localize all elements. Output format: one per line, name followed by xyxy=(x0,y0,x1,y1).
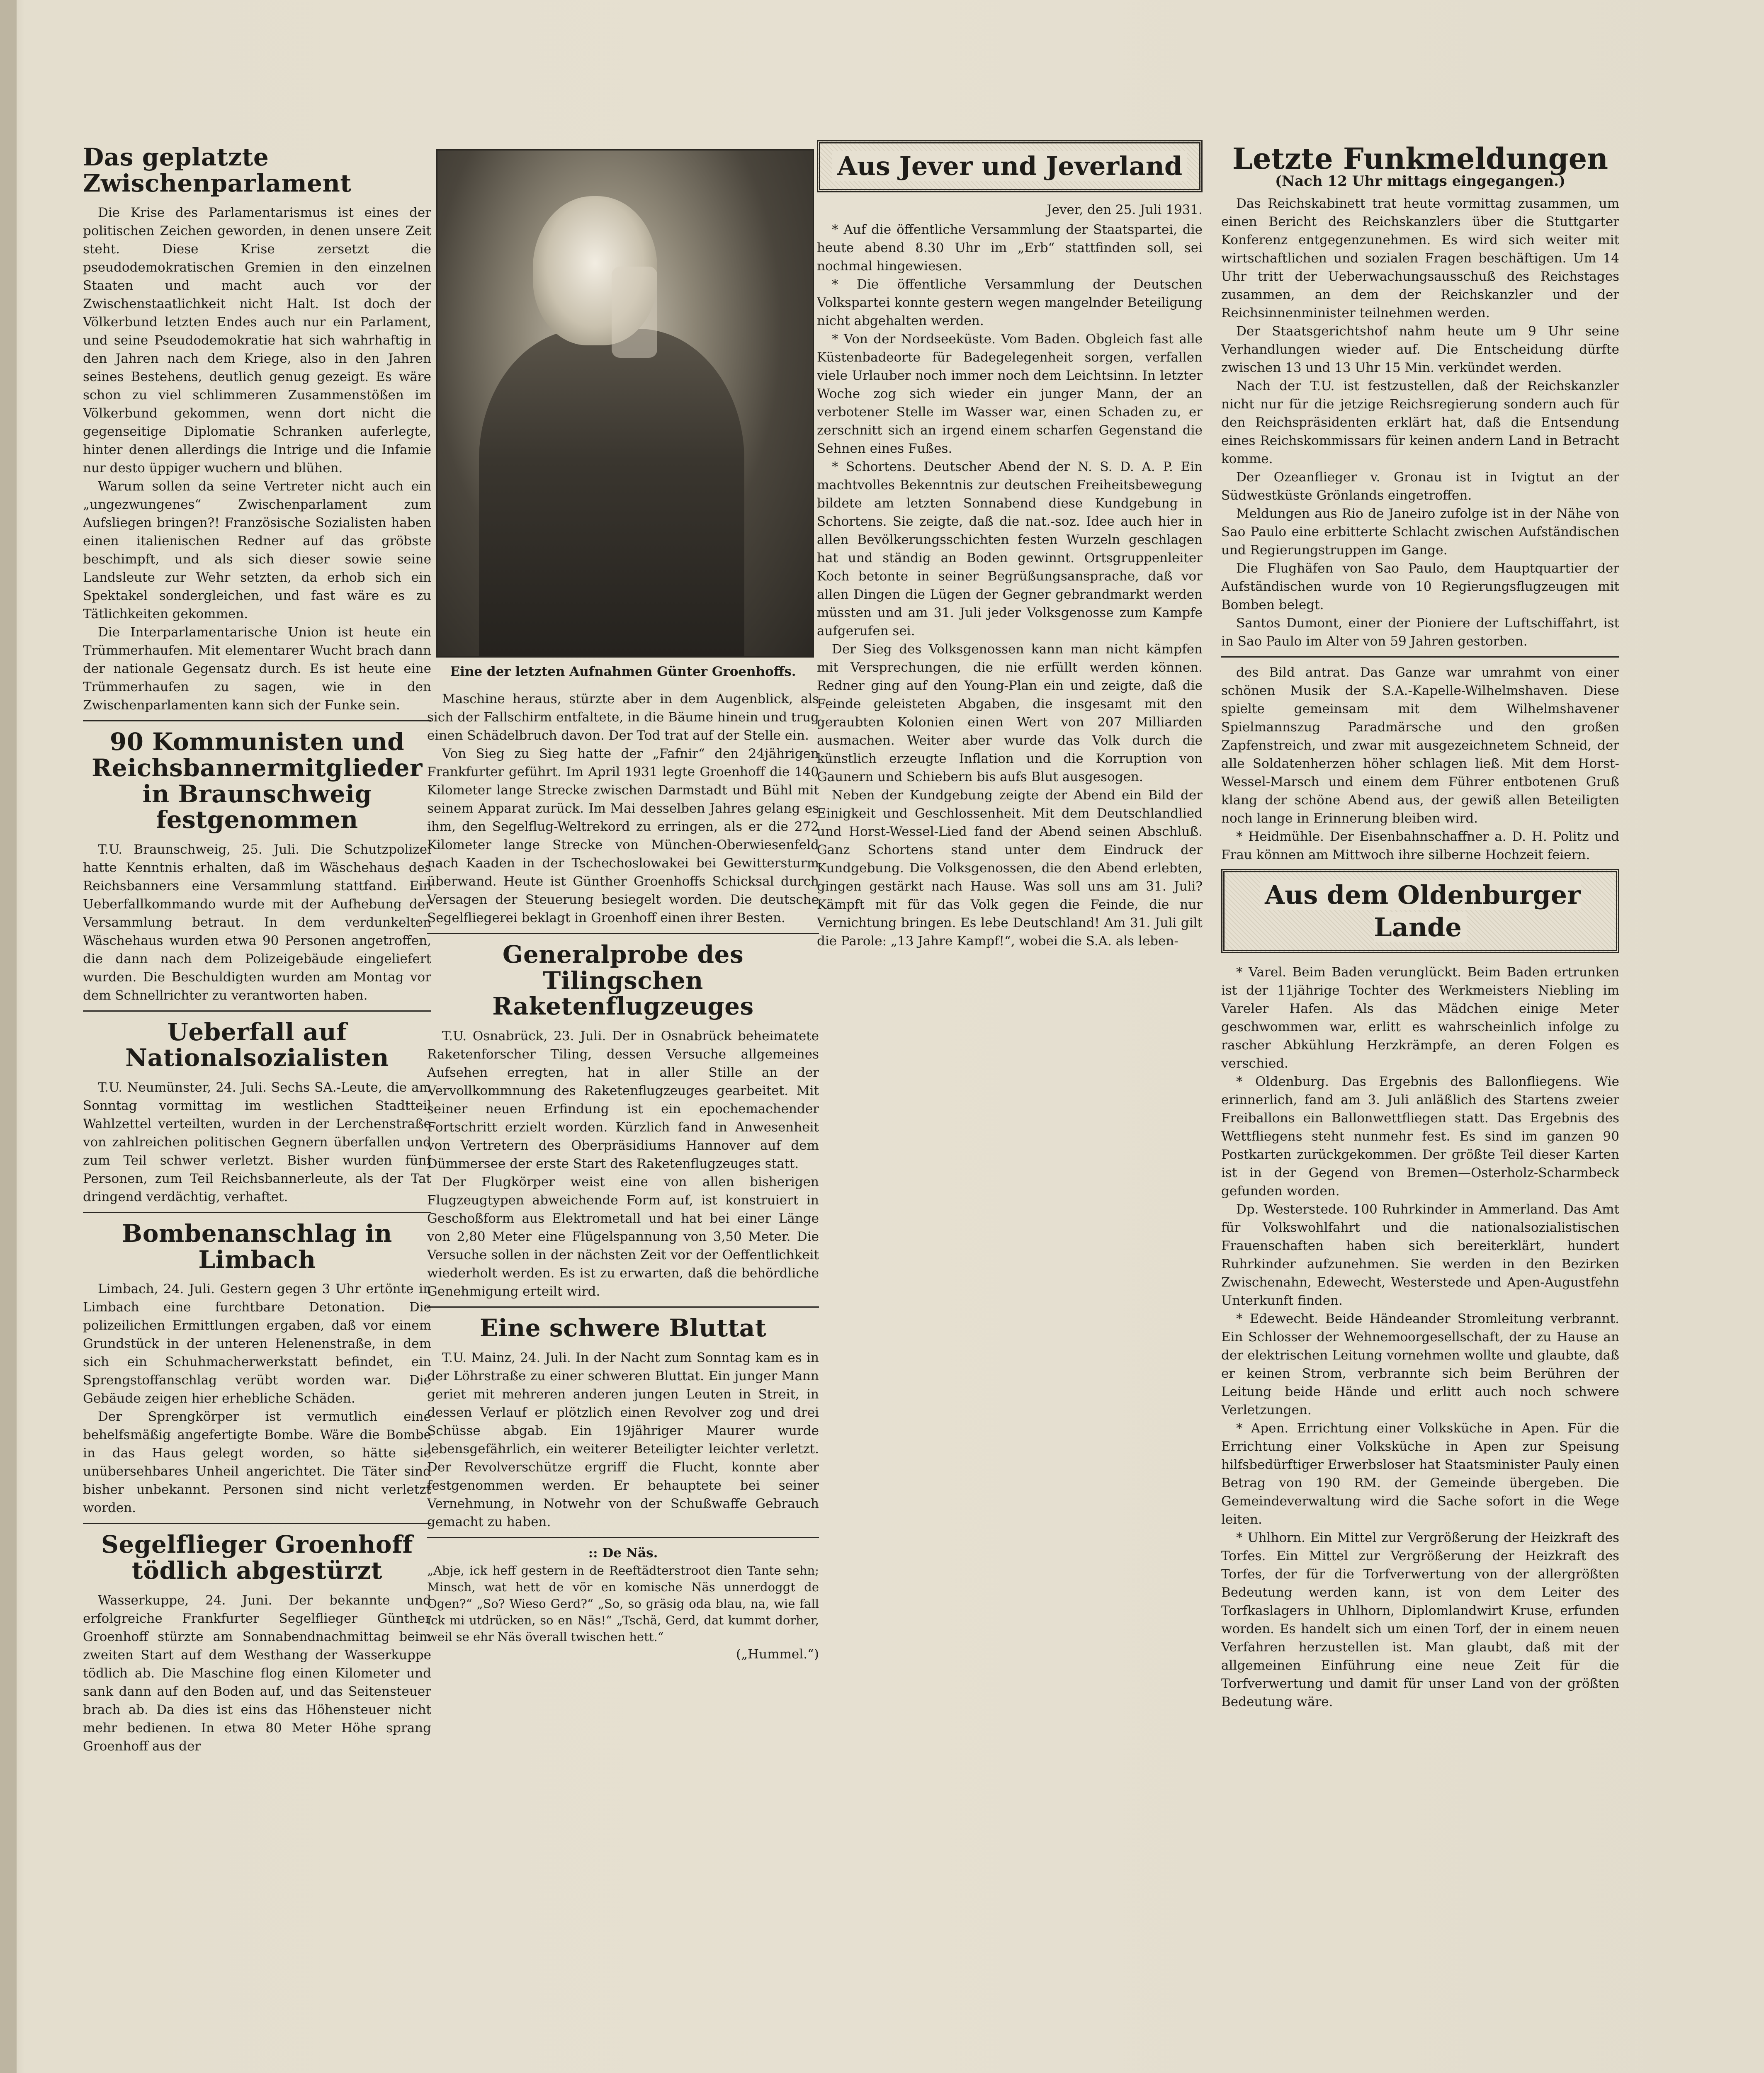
anecdote-text: „Abje, ick heff gestern in de Reeftädterstroot dien Tante sehn; Minsch, wat hett de vör en komische Näs unnerdoggt de Ogen?“ „So? Wieso Gerd?“ „So, so gräsig oda blau, na, wie fall ick mi utdrücken, so en Näs!“ „Tschä, Gerd, dat kummt dorher, weil se ehr Näs överall twischen hett.“ xyxy=(427,1563,819,1644)
article-body xyxy=(83,840,431,1005)
paragraph: * Von der Nordseeküste. Vom Baden. Obgleich fast alle Küstenbadeorte für Badegelegenheit sorgen, verfallen viele Urlauber noch immer noch dem Leichtsinn. In letzter Woche zog sich wieder ein junger Mann, der an verbotener Stelle im Wasser war, einen Schaden zu, er zerschnitt sich an irgend einem scharfen Gegenstand die Sehnen eines Fußes. xyxy=(817,331,1203,456)
paragraph: Die Interparlamentarische Union ist heute ein Trümmerhaufen. Mit elementarer Wucht brach dann der nationale Gegensatz durch. Es ist heute eine Trümmerhaufen zu sagen, wie in den Zwischenparlamenten kann sich der Funke sein. xyxy=(83,625,431,713)
anecdote-title: :: De Näs. xyxy=(588,1545,658,1561)
paragraph: Die Flughäfen von Sao Paulo, dem Hauptquartier der Aufständischen wurde von 10 Regierungsflugzeugen mit Bomben belegt. xyxy=(1221,561,1619,612)
column-3 xyxy=(817,137,1203,955)
article-title: 90 Kommunisten und Reichsbannermitglieder in Braunschweig festgenommen xyxy=(92,728,423,834)
page-spine xyxy=(0,0,17,2073)
article-body xyxy=(1221,194,1619,651)
paragraph: Von Sieg zu Sieg hatte der „Fafnir“ den 24jährigen Frankfurter geführt. Im April 1931 legte Groenhoff die 140 Kilometer lange Strecke zwischen Darmstadt und Bühl mit seinem Apparat zurück. Im Mai desselben Jahres gelang es ihm, den Segelflug-Weltrekord zu erringen, als er die 272 Kilometer lange Strecke von München-Oberwiesenfeld nach Kaaden in der Tschechoslowakei bei Gewittersturm überwand. Heute ist Günther Groenhoffs Schicksal durch Versagen der Steuerung besiegelt worden. Die deutsche Segelfliegerei beklagt in Groenhoff einen ihrer Besten. xyxy=(427,746,819,925)
dateline: Jever, den 25. Juli 1931. xyxy=(1047,202,1203,217)
paragraph: Der Flugkörper weist eine von allen bisherigen Flugzeugtypen abweichende Form auf, ist konstruiert in Geschoßform aus Elektrometall und hat bei einer Länge von 2,80 Meter eine Flügelspannung von 3,50 Meter. Die Versuche sollen in der nächsten Zeit vor der Oeffentlichkeit wiederholt werden. Es ist zu erwarten, daß die behördliche Genehmigung erteilt wird. xyxy=(427,1174,819,1299)
paragraph: T.U. Osnabrück, 23. Juli. Der in Osnabrück beheimatete Raketenforscher Tiling, dessen Versuche allgemeines Aufsehen erregten, hat in aller Stille an der Vervollkommnung des Raketenflugzeuges gearbeitet. Mit seiner neuen Erfindung ist ein epochemachender Fortschritt erzielt worden. Kürzlich fand in Anwesenheit von Vertretern des Oberpräsidiums Hannover auf dem Dümmersee der erste Start des Raketenflugzeuges statt. xyxy=(427,1028,819,1171)
article-body xyxy=(83,1591,431,1755)
divider xyxy=(83,1212,431,1213)
paragraph: T.U. Mainz, 24. Juli. In der Nacht zum Sonntag kam es in der Löhrstraße zu einer schweren Bluttat. Ein junger Mann geriet mit mehreren anderen jungen Leuten in Streit, in dessen Verlauf er plötzlich einen Revolver zog und drei Schüsse abgab. Ein 19jähriger Maurer wurde lebensgefährlich, ein weiterer Beteiligter leichter verletzt. Der Revolverschütze ergriff die Flucht, konnte aber festgenommen werden. Er behauptete bei seiner Vernehmung, in Notwehr von der Schußwaffe Gebrauch gemacht zu haben. xyxy=(427,1350,819,1529)
section-header-box xyxy=(1221,869,1619,953)
paragraph: * Schortens. Deutscher Abend der N. S. D. A. P. Ein machtvolles Bekenntnis zur deutschen Freiheitsbewegung bildete am letzten Sonnabend diese Kundgebung in Schortens. Sie zeigte, daß die nat.-soz. Idee auch hier in allen Bevölkerungsschichten festen Wurzeln geschlagen hat und ständig an Boden gewinnt. Ortsgruppenleiter Koch betonte in seiner Begrüßungsansprache, daß vor allen Dingen die Lügen der Gegner gebrandmarkt werden müssten und am 31. Juli jeder Volksgenosse zum Kampfe aufgerufen sei. xyxy=(817,459,1203,638)
paragraph: * Heidmühle. Der Eisenbahnschaffner a. D. H. Politz und Frau können am Mittwoch ihre silberne Hochzeit feiern. xyxy=(1221,829,1619,862)
paragraph: Maschine heraus, stürzte aber in dem Augenblick, als sich der Fallschirm entfaltete, in die Bäume hinein und trug einen Schädelbruch davon. Der Tod trat auf der Stelle ein. xyxy=(427,692,819,743)
column-1 xyxy=(83,137,431,1760)
article-body xyxy=(817,221,1203,950)
paragraph: Neben der Kundgebung zeigte der Abend ein Bild der Einigkeit und Geschlossenheit. Mit dem Deutschlandlied und Horst-Wessel-Lied fand der Abend seinen Abschluß. Ganz Schortens stand unter dem Eindruck der Kundgebung. Die Volksgenossen, die den Abend erlebten, gingen gestärkt nach Hause. Was soll uns am 31. Juli? Kämpft mit für das Volk gegen die Feinde, die nur Vernichtung bringen. Es lebe Deutschland! Am 31. Juli gilt die Parole: „13 Jahre Kampf!“, wobei die S.A. als leben- xyxy=(817,787,1203,949)
article-title: Bombenanschlag in Limbach xyxy=(122,1219,392,1274)
paragraph: Wasserkuppe, 24. Juni. Der bekannte und erfolgreiche Frankfurter Segelflieger Günther Groenhoff stürzte am Sonnabendnachmittag beim zweiten Start auf dem Westhang der Wasserkuppe tödlich ab. Die Maschine flog einen Kilometer und sank dann auf den Boden auf, und das Seitensteuer brach ab. Da dies ist eins das Höhensteuer nicht mehr bedienen. In etwa 80 Meter Höhe sprang Groenhoff aus der xyxy=(83,1592,431,1754)
article-body xyxy=(83,1280,431,1517)
article-body xyxy=(1221,663,1619,864)
column-2 xyxy=(427,137,819,1665)
article-body xyxy=(83,1078,431,1206)
paragraph: * Apen. Errichtung einer Volksküche in Apen. Für die Errichtung einer Volksküche in Apen zur Speisung hilfsbedürftiger Erwerbsloser hat Staatsminister Pauly einen Betrag von 190 RM. der Gemeinde übergeben. Die Gemeindeverwaltung wird die Sache sofort in die Wege leiten. xyxy=(1221,1421,1619,1527)
paragraph: * Uhlhorn. Ein Mittel zur Vergrößerung der Heizkraft des Torfes. Ein Mittel zur Vergrößerung der Heizkraft des Torfes, der für die Torfverwertung von der allergrößten Bedeutung werden kann, ist von dem Leiter des Torfkaslagers in Uhlhorn, Diplomlandwirt Kruse, erfunden worden. Es handelt sich um einen Torf, der in einem neuen Verfahren herzustellen ist. Man glaubt, daß mit der allgemeinen Einführung eine neue Zeit für die Torfverwertung und damit für unser Land von der größten Bedeutung wäre. xyxy=(1221,1530,1619,1709)
photo-figure-body xyxy=(479,329,744,656)
anecdote-source: („Hummel.“) xyxy=(736,1646,819,1662)
divider xyxy=(1221,656,1619,658)
paragraph: Der Sieg des Volksgenossen kann man nicht kämpfen mit Versprechungen, die nie erfüllt werden können. Redner ging auf den Young-Plan ein und zeigte, daß die Feinde geleisteten Abgaben, die insgesamt mit den geraubten Kolonien einen Wert von 207 Milliarden ausmachen. Weiter aber wurde das Volk durch die künstlich erzeugte Inflation und die Korruption von Gaunern und Schiebern bis aufs Blut ausgesogen. xyxy=(817,641,1203,784)
section-header-box xyxy=(817,140,1203,192)
divider xyxy=(83,1010,431,1012)
paragraph: Der Ozeanflieger v. Gronau ist in Ivigtut an der Südwestküste Grönlands eingetroffen. xyxy=(1221,470,1619,503)
section-header-title: Aus Jever und Jeverland xyxy=(832,151,1187,181)
photo-highlight xyxy=(612,267,657,358)
article-title: Eine schwere Bluttat xyxy=(479,1313,767,1342)
paragraph: Limbach, 24. Juli. Gestern gegen 3 Uhr ertönte in Limbach eine furchtbare Detonation. Die polizeilichen Ermittlungen ergaben, daß vor einem Grundstück in der unteren Helenenstraße, in dem sich ein Schuhmacherwerkstatt befindet, ein Sprengstoffanschlag verübt worden war. Die Gebäude zeigen hier erhebliche Schäden. xyxy=(83,1282,431,1406)
paragraph: Warum sollen da seine Vertreter nicht auch ein „ungezwungenes“ Zwischenparlament zum Aufsliegen bringen?! Französische Sozialisten haben einen italienischen Redner auf das gröbste beschimpft, und als sich dieser sowie seine Landsleute zur Wehr setzten, da erhob sich ein Spektakel sondergleichen, und fast wäre es zu Tätlichkeiten gekommen. xyxy=(83,479,431,622)
divider xyxy=(83,1523,431,1524)
article-body xyxy=(427,1349,819,1531)
paragraph: Der Sprengkörper ist vermutlich eine behelfsmäßig angefertigte Bombe. Wäre die Bombe in das Haus gelegt worden, so hätte sie unübersehbares Unheil angerichtet. Die Täter sind bisher unbekannt. Personen sind nicht verletzt worden. xyxy=(83,1409,431,1516)
paragraph: Dp. Westerstede. 100 Ruhrkinder in Ammerland. Das Amt für Volkswohlfahrt und die nationalsozialistischen Frauenschaften haben sich bereiterklärt, hundert Ruhrkinder aufzunehmen. Sie werden in den Bezirken Zwischenahn, Edewecht, Westerstede und Apen-Augustfehn Unterkunft finden. xyxy=(1221,1202,1619,1308)
paragraph: des Bild antrat. Das Ganze war umrahmt von einer schönen Musik der S.A.-Kapelle-Wilhelmshaven. Diese spielte gemeinsam mit dem Wilhelmshavener Spielmannszug Paradmärsche und den großen Zapfenstreich, und zwar mit ausgezeichnetem Schneid, der alle Soldatenherzen höher schlagen ließ. Mit dem Horst-Wessel-Marsch und einem dem Führer entbotenen Gruß klang der schöne Abend aus, der gewiß allen Beteiligten noch lange in Erinnerung bleiben wird. xyxy=(1221,665,1619,826)
article-body xyxy=(1221,963,1619,1711)
section-header-title: Aus dem Oldenburger Lande xyxy=(1260,880,1581,942)
paragraph: Meldungen aus Rio de Janeiro zufolge ist in der Nähe von Sao Paulo eine erbitterte Schlacht zwischen Aufständischen und Regierungstruppen im Gange. xyxy=(1221,506,1619,558)
article-body xyxy=(83,204,431,714)
paragraph: Das Reichskabinett trat heute vormittag zusammen, um einen Bericht des Reichskanzlers über die Stuttgarter Konferenz entgegenzunehmen. Es wird sich weiter mit wirtschaftlichen und sozialen Fragen beschäftigen. Um 14 Uhr tritt der Ueberwachungsausschuß des Reichstages zusammen, an dem der Reichskanzler und der Reichsinnenminister teilnehmen werden. xyxy=(1221,196,1619,320)
paragraph: T.U. Neumünster, 24. Juli. Sechs SA.-Leute, die am Sonntag vormittag im westlichen Stadtteil Wahlzettel verteilten, wurden in der Lerchenstraße von zahlreichen politischen Gegnern überfallen und zum Teil schwer verletzt. Bisher wurden fünf Personen, zum Teil Reichsbannerleute, als der Tat dringend verdächtig, verhaftet. xyxy=(83,1080,431,1204)
paragraph: * Die öffentliche Versammlung der Deutschen Volkspartei konnte gestern wegen mangelnder Beteiligung nicht abgehalten werden. xyxy=(817,277,1203,328)
divider xyxy=(427,933,819,934)
divider xyxy=(427,1306,819,1308)
divider xyxy=(83,720,431,721)
paragraph: * Auf die öffentliche Versammlung der Staatspartei, die heute abend 8.30 Uhr im „Erb“ stattfinden soll, sei nochmal hingewiesen. xyxy=(817,222,1203,274)
article-title: Segelflieger Groenhoff tödlich abgestürzt xyxy=(101,1530,413,1585)
divider xyxy=(427,1537,819,1538)
column-4 xyxy=(1221,137,1619,1716)
article-title: Ueberfall auf Nationalsozialisten xyxy=(125,1017,389,1072)
paragraph: Nach der T.U. ist festzustellen, daß der Reichskanzler nicht nur für die jetzige Reichsregierung sondern auch für den Reichspräsidenten erklärt hat, daß die Entsendung eines Reichskommissars für keinen andern Land in Betracht komme. xyxy=(1221,379,1619,466)
paragraph: * Varel. Beim Baden verunglückt. Beim Baden ertrunken ist der 11jährige Tochter des Werkmeisters Niebling im Vareler Hafen. Als das Mädchen einige Meter geschwommen war, erlitt es wahrscheinlich infolge zu rascher Abkühlung Herzkrämpfe, an deren Folgen es verschied. xyxy=(1221,965,1619,1071)
paragraph: * Edewecht. Beide Händeander Stromleitung verbrannt. Ein Schlosser der Wehnemoorgesellschaft, der zu Hause an der elektrischen Leitung vornehmen wollte und glaubte, daß er keinen Strom, verbrannte sich beim Berühren der Leitung beide Hände und erlitt auch noch schwere Verletzungen. xyxy=(1221,1311,1619,1418)
paragraph: T.U. Braunschweig, 25. Juli. Die Schutzpolizei hatte Kenntnis erhalten, daß im Wäschehaus des Reichsbanners eine Versammlung stattfand. Ein Ueberfallkommando wurde mit der Aufhebung der Versammlung betraut. In dem verdunkelten Wäschehaus wurden etwa 90 Personen angetroffen, die dann nach dem Polizeigebäude eingeliefert wurden. Die Beschuldigten wurden am Montag vor dem Schnellrichter zu verantworten haben. xyxy=(83,842,431,1003)
paragraph: Santos Dumont, einer der Pioniere der Luftschiffahrt, ist in Sao Paulo im Alter von 59 Jahren gestorben. xyxy=(1221,616,1619,649)
article-subtitle: (Nach 12 Uhr mittags eingegangen.) xyxy=(1275,173,1566,189)
paragraph: * Oldenburg. Das Ergebnis des Ballonfliegens. Wie erinnerlich, fand am 3. Juli anläßlich des Startens zweier Freiballons ein Ballonwettfliegen statt. Das Ergebnis des Wettfliegens steht nunmehr fest. Es sind im ganzen 90 Postkarten zurückgekommen. Der größte Teil dieser Karten ist in der Gegend von Bremen—Osterholz-Scharmbeck gefunden worden. xyxy=(1221,1074,1619,1199)
paragraph: Der Staatsgerichtshof nahm heute um 9 Uhr seine Verhandlungen wieder auf. Die Entscheidung dürfte zwischen 13 und 13 Uhr 15 Min. verkündet werden. xyxy=(1221,324,1619,375)
photo-caption: Eine der letzten Aufnahmen Günter Groenhoffs. xyxy=(450,664,796,679)
article-title: Das geplatzte Zwischenparlament xyxy=(83,143,352,197)
article-body xyxy=(427,1027,819,1301)
article-title: Generalprobe des Tilingschen Raketenflugzeuges xyxy=(492,940,754,1021)
paragraph: Die Krise des Parlamentarismus ist eines der politischen Zeichen geworden, in denen unsere Zeit steht. Diese Krise zersetzt die pseudodemokratischen Gremien in den einzelnen Staaten und macht auch vor der Zwischenstaatlichkeit nicht Halt. Ist doch der Völkerbund letzten Endes auch nur ein Parlament, und seine Pseudodemokratie hat sich wahrhaftig in den Jahren nach dem Kriege, also in den Jahren seines Bestehens, deutlich genug gezeigt. Es wäre schon zu viel schlimmeren Zusammenstößen im Völkerbund gekommen, wenn dort nicht die gegenseitige Diplomatie Schranken auferlegte, hinter denen allerdings die Intrige und die Infamie nur desto üppiger wuchern und blühen. xyxy=(83,205,431,476)
article-body xyxy=(427,690,819,927)
article-title: Letzte Funkmeldungen xyxy=(1232,141,1608,176)
portrait-photo xyxy=(436,149,814,658)
